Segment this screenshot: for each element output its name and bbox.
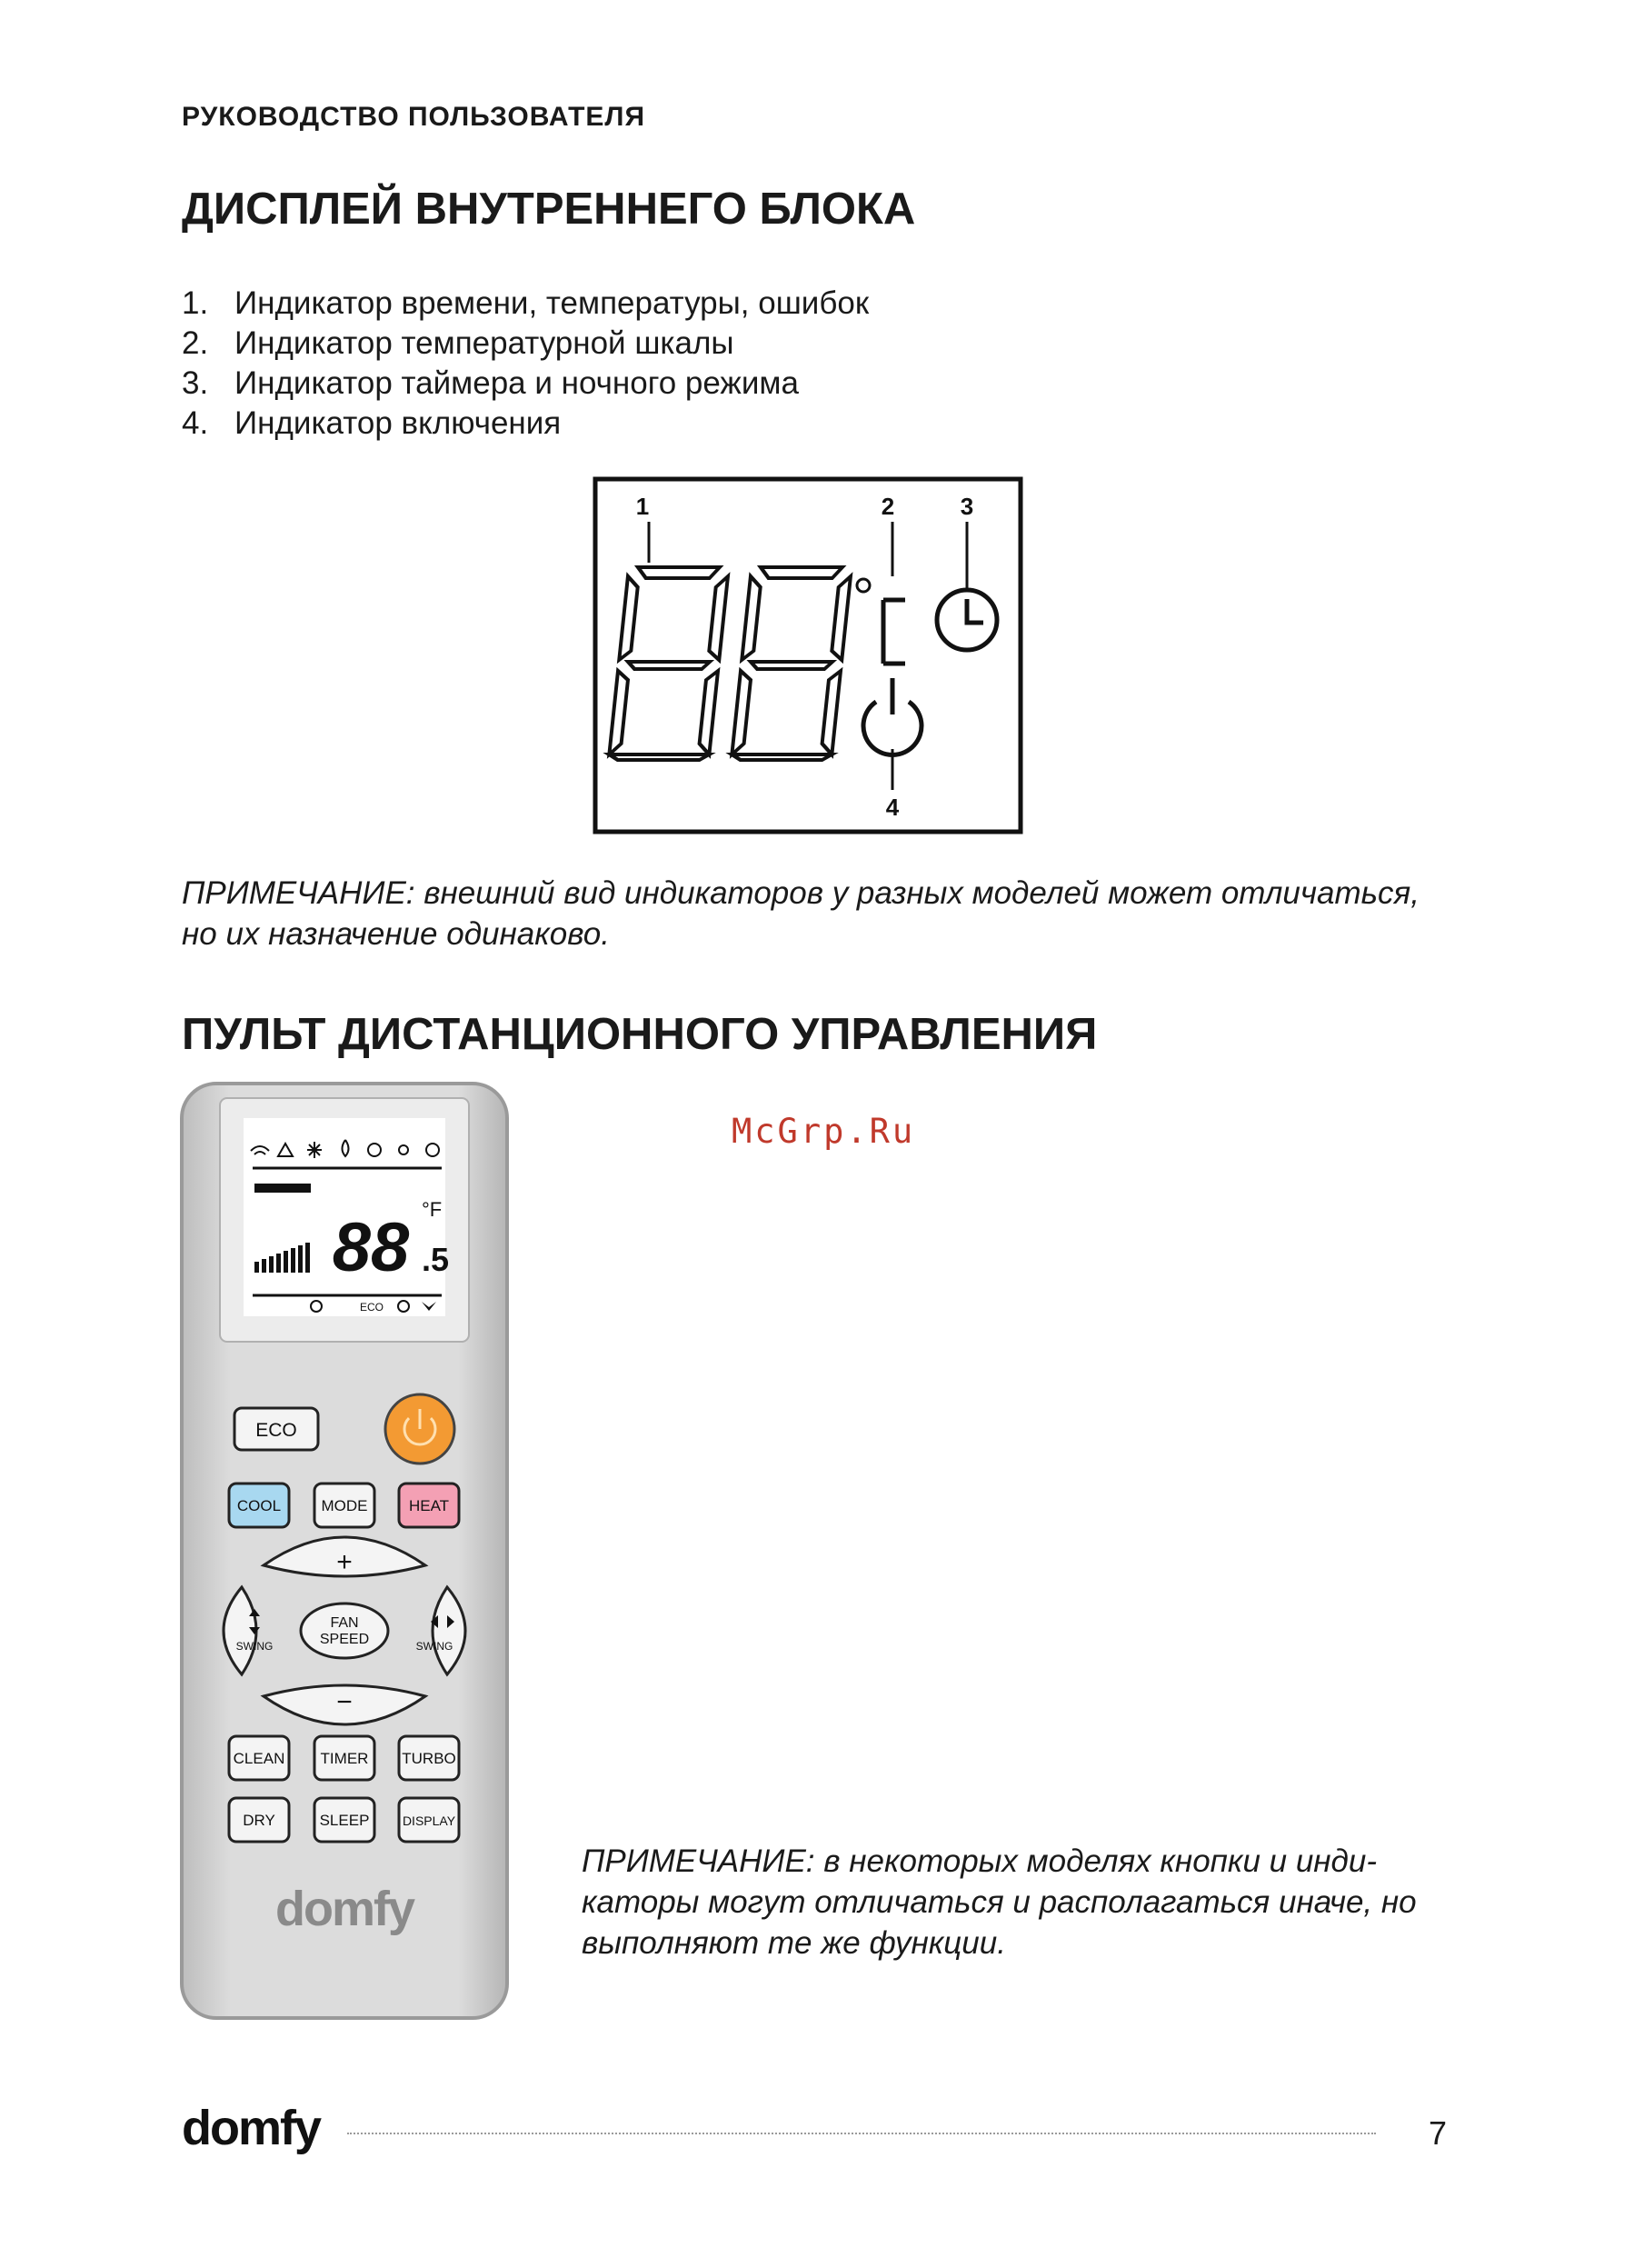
timer-label: TIMER xyxy=(320,1750,369,1767)
list-item xyxy=(182,324,869,364)
display-note-line: но их назначение одинаково. xyxy=(182,916,610,952)
list-text: Индикатор включения xyxy=(234,405,562,441)
section-title-display: ДИСПЛЕЙ ВНУТРЕННЕГО БЛОКА xyxy=(182,185,916,234)
list-number: 4. xyxy=(182,405,209,441)
plus-label: + xyxy=(336,1547,353,1577)
snowflake-icon xyxy=(307,1142,322,1158)
turbo-label: TURBO xyxy=(402,1750,456,1767)
remote-note-line: каторы могут отличаться и располагаться иначе, но xyxy=(582,1884,1417,1920)
dry-button[interactable] xyxy=(229,1798,289,1842)
turbo-button[interactable] xyxy=(399,1736,459,1780)
list-number: 3. xyxy=(182,365,209,401)
list-number: 1. xyxy=(182,285,209,321)
footer-divider xyxy=(347,2133,1376,2134)
indoor-display-diagram xyxy=(593,476,1023,834)
lcd-unit: °F xyxy=(422,1198,443,1221)
clean-label: CLEAN xyxy=(233,1750,285,1767)
remote-control xyxy=(178,1080,511,2023)
watermark: McGrp.Ru xyxy=(732,1112,916,1151)
lcd-digits: 88 xyxy=(332,1209,410,1286)
list-text: Индикатор температурной шкалы xyxy=(234,325,734,361)
list-item xyxy=(182,364,869,404)
lcd-eco: ECO xyxy=(360,1301,384,1314)
cool-label: COOL xyxy=(236,1497,282,1514)
mode-label: MODE xyxy=(321,1497,368,1514)
section-title-remote: ПУЛЬТ ДИСТАНЦИОННОГО УПРАВЛЕНИЯ xyxy=(182,1010,1098,1059)
heat-button[interactable] xyxy=(399,1484,459,1527)
power-button[interactable] xyxy=(385,1394,454,1464)
footer-logo: domfy xyxy=(182,2101,320,2155)
eco-label: ECO xyxy=(255,1420,297,1441)
list-item xyxy=(182,404,869,444)
callout-4: 4 xyxy=(885,794,900,821)
indicator-list xyxy=(182,284,869,444)
list-text: Индикатор времени, температуры, ошибок xyxy=(234,285,870,321)
display-button[interactable] xyxy=(399,1798,459,1842)
callout-3: 3 xyxy=(960,493,974,520)
list-text: Индикатор таймера и ночного режима xyxy=(234,365,799,401)
callout-2: 2 xyxy=(881,493,895,520)
remote-logo: domfy xyxy=(275,1882,413,1936)
clean-button[interactable] xyxy=(229,1736,289,1780)
page-number: 7 xyxy=(1429,2114,1448,2152)
list-number: 2. xyxy=(182,325,209,361)
sleep-button[interactable] xyxy=(314,1798,374,1842)
fan-label: FAN xyxy=(330,1615,359,1631)
swing-label: SWING xyxy=(235,1640,274,1653)
speed-label: SPEED xyxy=(319,1632,370,1647)
swing-label: SWING xyxy=(415,1640,453,1653)
display-note-line: ПРИМЕЧАНИЕ: внешний вид индикаторов у разных моделей может отличаться, xyxy=(182,875,1420,911)
diagram-frame xyxy=(595,479,1021,832)
callout-1: 1 xyxy=(635,493,650,520)
heat-label: HEAT xyxy=(408,1497,450,1514)
minus-label: − xyxy=(336,1687,353,1717)
display-note xyxy=(182,873,1420,954)
document-kicker: РУКОВОДСТВО ПОЛЬЗОВАТЕЛЯ xyxy=(182,102,646,132)
sleep-label: SLEEP xyxy=(319,1812,370,1829)
eco-button[interactable] xyxy=(234,1408,318,1450)
list-item xyxy=(182,284,869,324)
remote-note-line: выполняют те же функции. xyxy=(582,1925,1006,1961)
fan-speed-button[interactable] xyxy=(301,1604,388,1658)
lcd-decimal: .5 xyxy=(422,1241,450,1278)
display-label: DISPLAY xyxy=(402,1813,456,1828)
remote-note xyxy=(582,1841,1417,1963)
remote-note-line: ПРИМЕЧАНИЕ: в некоторых моделях кнопки и инди- xyxy=(582,1843,1378,1879)
cool-button[interactable] xyxy=(229,1484,289,1527)
mode-button[interactable] xyxy=(314,1484,374,1527)
dry-label: DRY xyxy=(243,1812,275,1829)
timer-button[interactable] xyxy=(314,1736,374,1780)
